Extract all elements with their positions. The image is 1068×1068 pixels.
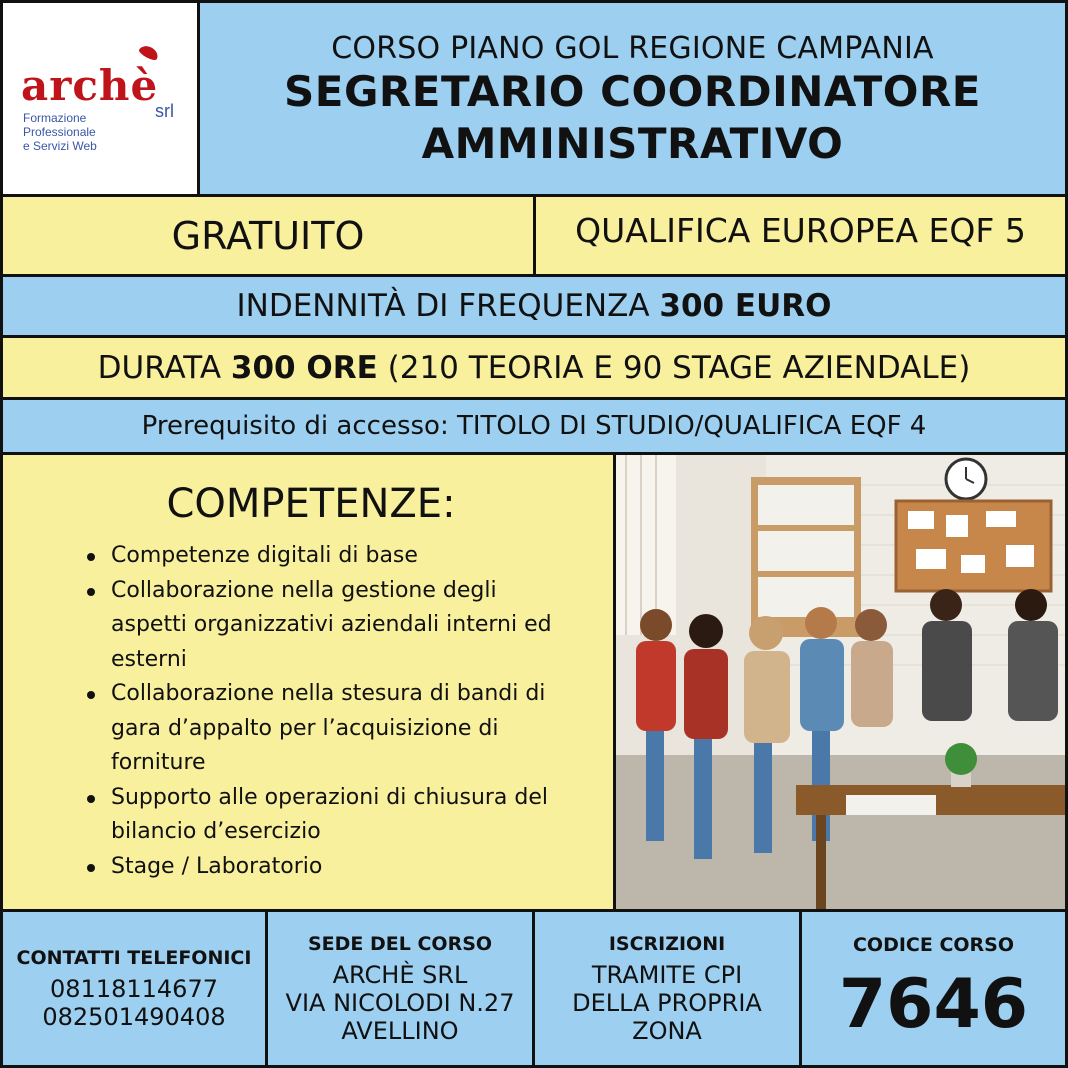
duration-prefix: DURATA bbox=[97, 349, 231, 386]
course-title-line2: AMMINISTRATIVO bbox=[421, 119, 844, 168]
enrollment-line: ZONA bbox=[632, 1016, 702, 1045]
enrollment-heading: ISCRIZIONI bbox=[608, 932, 726, 955]
venue-line: ARCHÈ SRL bbox=[332, 960, 468, 989]
skills-section bbox=[0, 452, 616, 912]
logo-tagline-line: e Servizi Web bbox=[23, 139, 97, 153]
course-code-heading: CODICE CORSO bbox=[852, 933, 1015, 956]
logo-wordmark: archè bbox=[21, 61, 159, 110]
skills-title: COMPETENZE: bbox=[166, 481, 456, 527]
enrollment-line: TRAMITE CPI bbox=[591, 960, 743, 989]
classroom-illustration bbox=[616, 455, 1065, 909]
contacts-box bbox=[0, 909, 268, 1068]
logo-box bbox=[0, 0, 200, 197]
phone-number: 082501490408 bbox=[42, 1002, 226, 1031]
list-item: Competenze digitali di base bbox=[83, 539, 553, 574]
course-code-value: 7646 bbox=[838, 964, 1029, 1044]
phone-number: 08118114677 bbox=[50, 974, 218, 1003]
logo-accent-mark bbox=[138, 43, 161, 62]
logo-tagline-line: Formazione bbox=[23, 111, 87, 125]
logo-tagline-line: Professionale bbox=[23, 125, 96, 139]
qualification-badge-label: QUALIFICA EUROPEA EQF 5 bbox=[575, 211, 1026, 250]
venue-heading: SEDE DEL CORSO bbox=[307, 932, 493, 955]
duration-breakdown: (210 TEORIA E 90 STAGE AZIENDALE) bbox=[377, 349, 971, 386]
venue-line: VIA NICOLODI N.27 bbox=[285, 988, 515, 1017]
venue-line: AVELLINO bbox=[341, 1016, 459, 1045]
attendance-allowance bbox=[0, 274, 1068, 338]
logo-tagline bbox=[23, 111, 97, 153]
qualification-badge bbox=[533, 194, 1068, 277]
prerequisite-text: Prerequisito di accesso: TITOLO DI STUDIO/QUALIFICA EQF 4 bbox=[141, 411, 927, 441]
duration-hours: 300 ORE bbox=[230, 349, 378, 386]
access-prerequisite bbox=[0, 397, 1068, 455]
course-duration bbox=[0, 335, 1068, 400]
allowance-amount: 300 EURO bbox=[659, 288, 832, 324]
contacts-heading: CONTATTI TELEFONICI bbox=[16, 946, 252, 969]
list-item: Collaborazione nella stesura di bandi di gara d’appalto per l’acquisizione di forniture bbox=[83, 677, 553, 781]
free-badge-label: GRATUITO bbox=[171, 213, 365, 258]
course-code-box bbox=[799, 909, 1068, 1068]
course-header bbox=[197, 0, 1068, 197]
free-badge bbox=[0, 194, 536, 277]
logo-srl: srl bbox=[155, 101, 174, 121]
course-subtitle: CORSO PIANO GOL REGIONE CAMPANIA bbox=[331, 31, 934, 66]
list-item: Supporto alle operazioni di chiusura del bilancio d’esercizio bbox=[83, 781, 553, 850]
list-item: Stage / Laboratorio bbox=[83, 850, 553, 885]
skills-list bbox=[83, 539, 553, 884]
list-item: Collaborazione nella gestione degli aspetti organizzativi aziendali interni ed esterni bbox=[83, 574, 553, 678]
venue-box bbox=[265, 909, 535, 1068]
enrollment-box bbox=[532, 909, 802, 1068]
enrollment-line: DELLA PROPRIA bbox=[572, 988, 762, 1017]
allowance-prefix: INDENNITÀ DI FREQUENZA bbox=[236, 288, 660, 324]
classroom-photo bbox=[613, 452, 1068, 912]
course-title-line1: SEGRETARIO COORDINATORE bbox=[284, 67, 981, 116]
